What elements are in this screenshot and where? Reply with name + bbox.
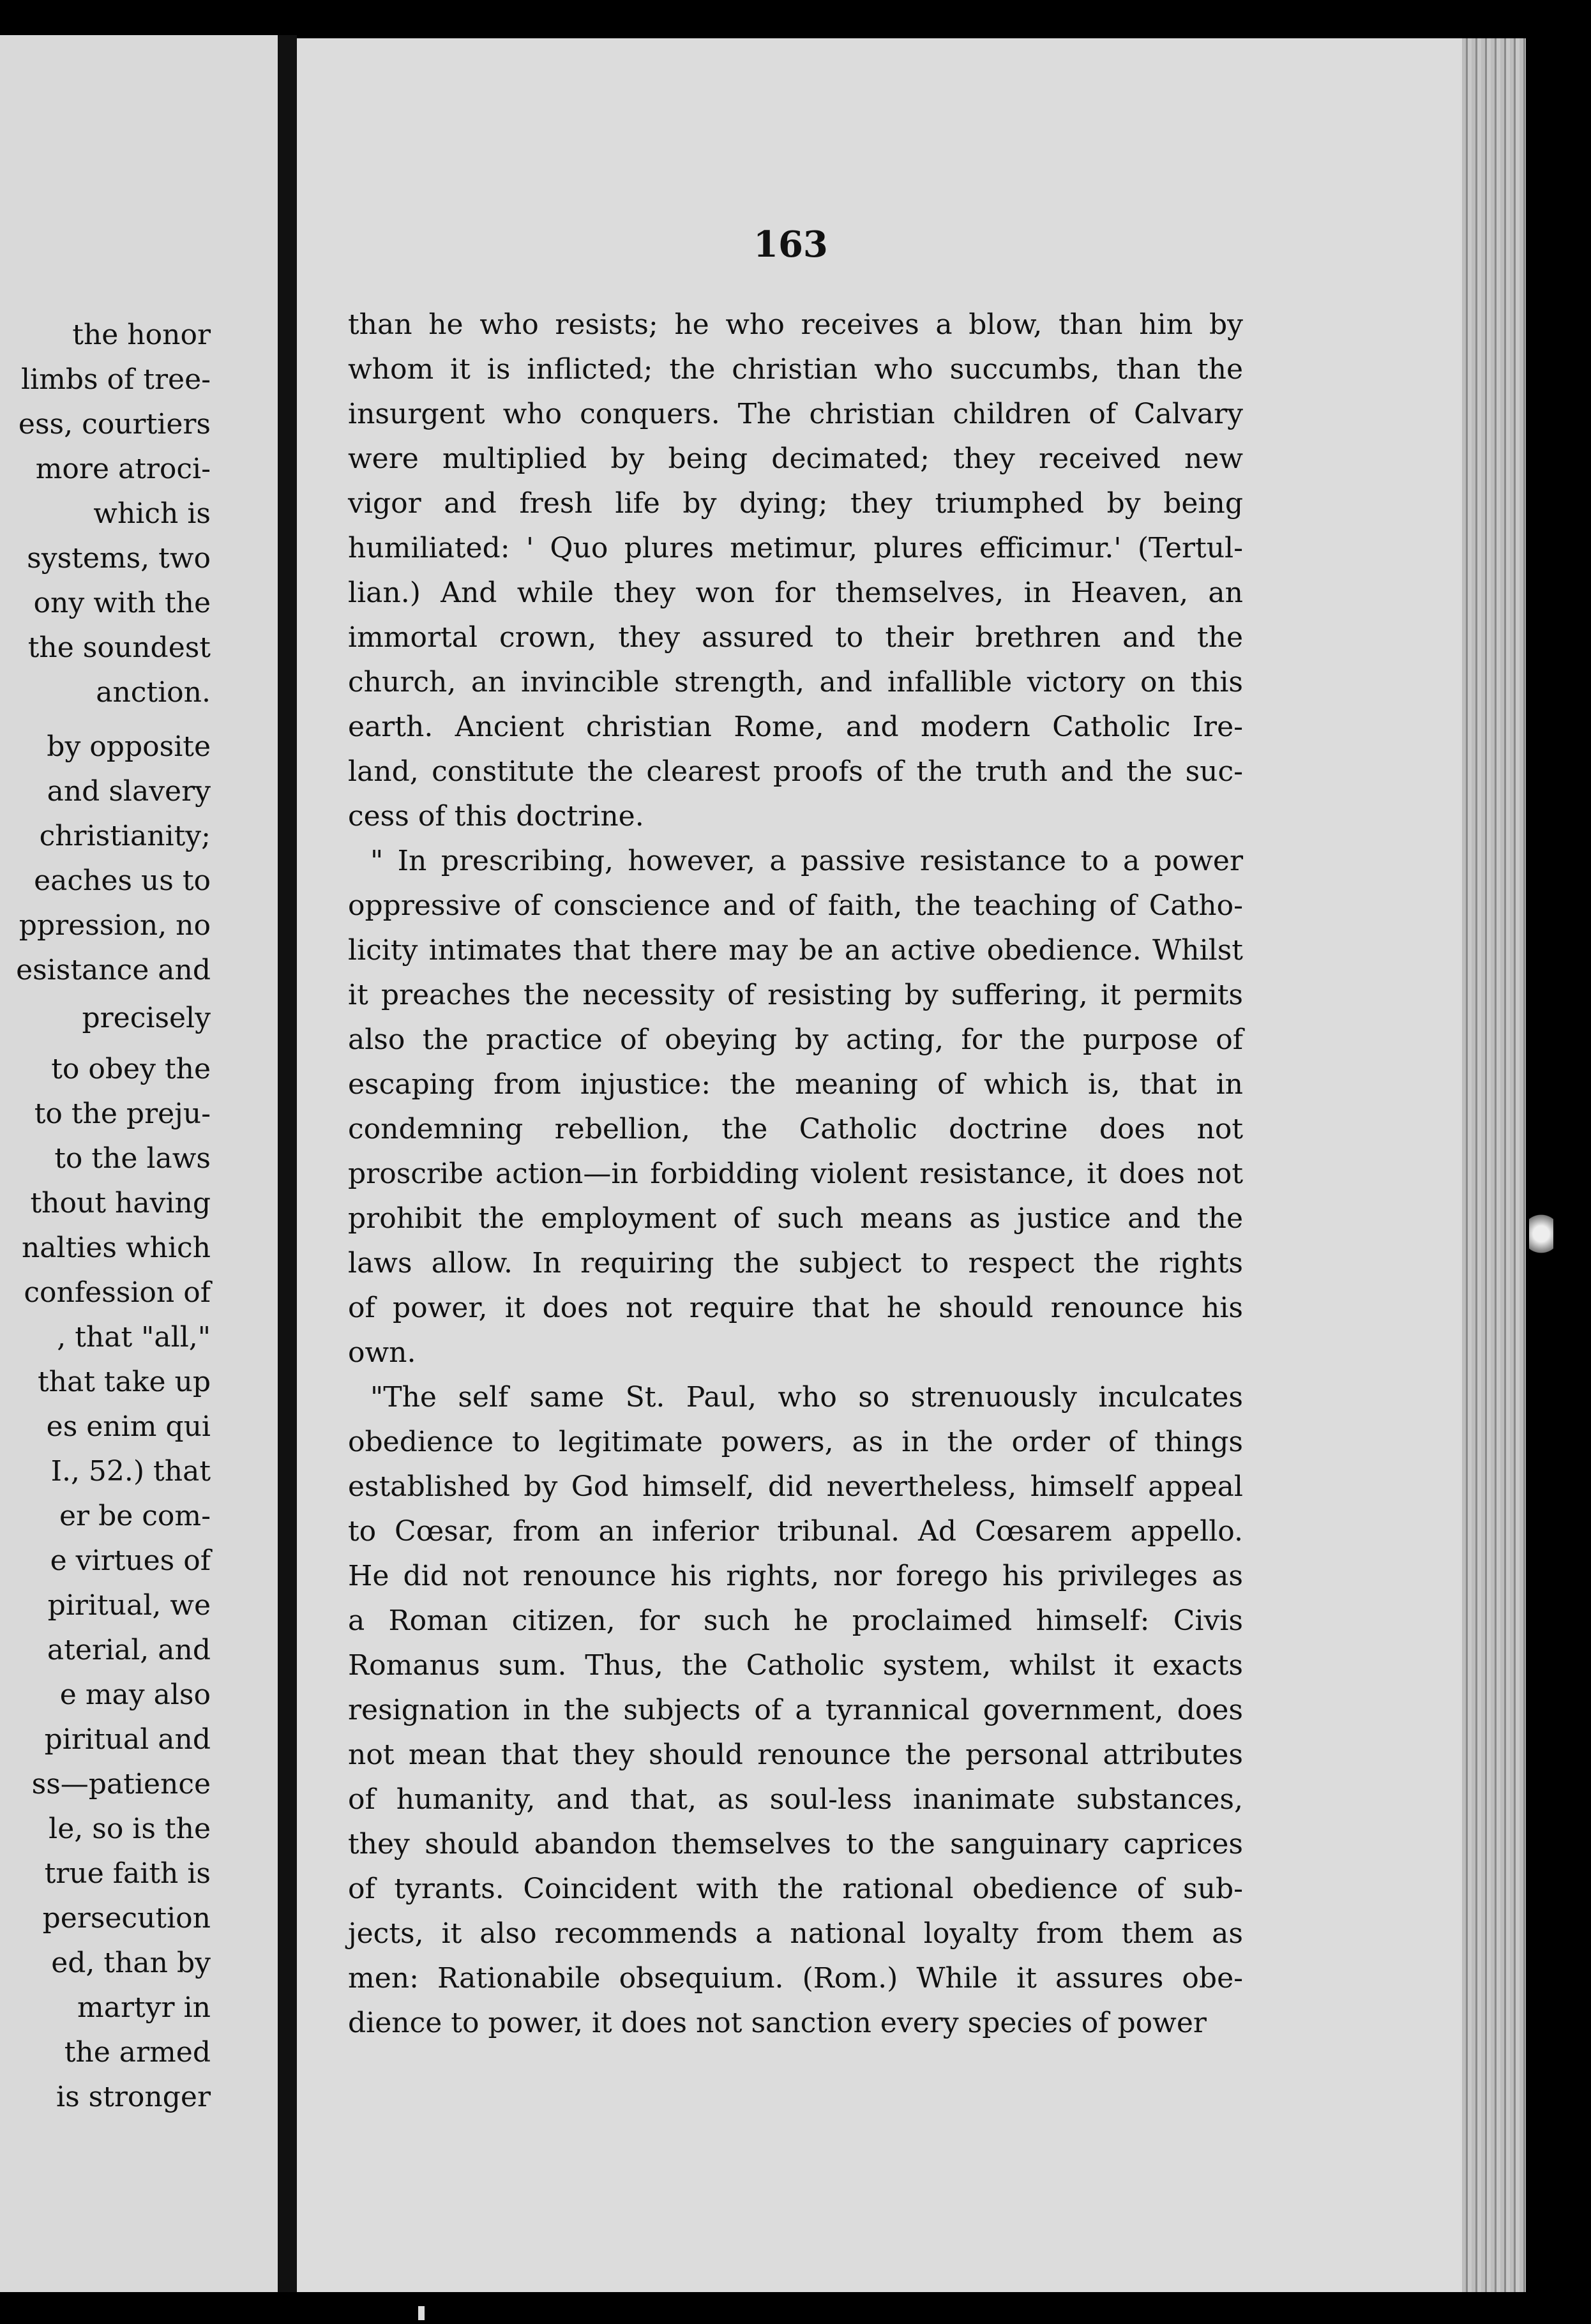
text-line: jects, it also recommends a national loyalty from them as (348, 1917, 1243, 1950)
left-margin-line: aterial, and (47, 1634, 211, 1666)
left-margin-line: the armed (64, 2036, 211, 2069)
left-margin-line: precisely (82, 1002, 211, 1034)
scan-mark (418, 2306, 425, 2320)
left-margin-line: confession of (24, 1276, 211, 1309)
text-line: earth. Ancient christian Rome, and modern Catholic Ire- (348, 711, 1243, 743)
left-margin-line: I., 52.) that (50, 1455, 211, 1488)
text-line: men: Rationabile obsequium. (Rom.) While it assures obe- (348, 1962, 1243, 1995)
left-margin-line: piritual and (44, 1723, 211, 1756)
text-line: oppressive of conscience and of faith, the teaching of Catho- (348, 889, 1243, 922)
text-line: not mean that they should renounce the personal attributes (348, 1739, 1243, 1771)
left-margin-line: to the preju- (34, 1098, 211, 1130)
left-margin-line: by opposite (47, 730, 211, 763)
text-line: than he who resists; he who receives a blow, than him by (348, 308, 1243, 341)
left-margin-line: more atroci- (35, 453, 211, 485)
text-line: prohibit the employment of such means as justice and the (348, 1202, 1243, 1235)
left-margin-line: ed, than by (51, 1947, 211, 1979)
left-margin-line: e may also (59, 1679, 211, 1711)
text-line: obedience to legitimate powers, as in the order of things (348, 1426, 1243, 1458)
text-line: they should abandon themselves to the sanguinary caprices (348, 1828, 1243, 1860)
text-line: cess of this doctrine. (348, 800, 644, 833)
text-line: Romanus sum. Thus, the Catholic system, whilst it exacts (348, 1649, 1243, 1682)
left-margin-line: thout having (30, 1187, 211, 1219)
left-margin-line: christianity; (39, 820, 211, 852)
left-margin-line: e virtues of (50, 1544, 211, 1577)
text-line: vigor and fresh life by dying; they triumphed by being (348, 487, 1243, 520)
left-margin-line: ess, courtiers (18, 408, 211, 441)
text-line: escaping from injustice: the meaning of which is, that in (348, 1068, 1243, 1101)
left-margin-line: and slavery (47, 775, 211, 808)
left-margin-line: ss—patience (31, 1768, 211, 1800)
left-margin-line: er be com- (59, 1500, 211, 1532)
text-line: He did not renounce his rights, nor forego his privileges as (348, 1560, 1243, 1592)
text-line: " In prescribing, however, a passive resistance to a power (370, 845, 1243, 877)
left-margin-line: limbs of tree- (20, 363, 211, 396)
text-line: laws allow. In requiring the subject to respect the rights (348, 1247, 1243, 1279)
left-margin-line: that take up (37, 1366, 211, 1398)
page-number: 163 (753, 223, 828, 266)
text-line: dience to power, it does not sanction every species of power (348, 2007, 1207, 2039)
page-edges (1462, 38, 1526, 2292)
left-margin-line: to the laws (54, 1142, 211, 1175)
text-line: of power, it does not require that he should renounce his (348, 1292, 1243, 1324)
text-line: resignation in the subjects of a tyrannical government, does (348, 1694, 1243, 1726)
text-line: land, constitute the clearest proofs of the truth and the suc- (348, 755, 1243, 788)
text-line: a Roman citizen, for such he proclaimed himself: Civis (348, 1604, 1243, 1637)
text-line: proscribe action—in forbidding violent resistance, it does not (348, 1158, 1243, 1190)
text-line: also the practice of obeying by acting, for the purpose of (348, 1023, 1243, 1056)
text-line: of tyrants. Coincident with the rational obedience of sub- (348, 1873, 1243, 1905)
left-margin-line: nalties which (21, 1232, 211, 1264)
left-margin-line: ony with the (33, 587, 211, 619)
text-line: "The self same St. Paul, who so strenuously inculcates (370, 1381, 1243, 1414)
left-margin-line: the soundest (27, 631, 211, 664)
text-line: were multiplied by being decimated; they received new (348, 442, 1243, 475)
text-line: established by God himself, did nevertheless, himself appeal (348, 1470, 1243, 1503)
left-margin-line: systems, two (27, 542, 211, 575)
left-margin-line: martyr in (77, 1991, 211, 2024)
text-line: licity intimates that there may be an active obedience. Whilst (348, 934, 1243, 967)
left-margin-line: es enim qui (46, 1410, 211, 1443)
left-page (0, 35, 278, 2292)
text-line: humiliated: ' Quo plures metimur, plures efficimur.' (Tertul- (348, 532, 1243, 564)
left-margin-line: ppression, no (19, 909, 211, 942)
text-line: church, an invincible strength, and infallible victory on this (348, 666, 1243, 698)
left-margin-line: true faith is (44, 1857, 211, 1890)
left-margin-line: , that "all," (57, 1321, 211, 1354)
text-line: condemning rebellion, the Catholic doctrine does not (348, 1113, 1243, 1145)
left-margin-line: anction. (96, 676, 211, 709)
text-line: immortal crown, they assured to their brethren and the (348, 621, 1243, 654)
text-line: it preaches the necessity of resisting by suffering, it permits (348, 979, 1243, 1011)
book-gutter (278, 35, 297, 2292)
left-margin-line: le, so is the (49, 1813, 211, 1845)
left-margin-line: esistance and (16, 954, 211, 986)
text-line: insurgent who conquers. The christian children of Calvary (348, 398, 1243, 430)
left-margin-line: eaches us to (34, 864, 211, 897)
text-line: lian.) And while they won for themselves, in Heaven, an (348, 577, 1243, 609)
text-line: own. (348, 1336, 416, 1369)
text-line: of humanity, and that, as soul-less inanimate substances, (348, 1783, 1243, 1816)
scan-speck (1529, 1210, 1553, 1258)
left-margin-line: persecution (42, 1902, 211, 1935)
left-margin-line: to obey the (51, 1053, 211, 1085)
text-line: whom it is inflicted; the christian who succumbs, than the (348, 353, 1243, 386)
left-margin-line: piritual, we (47, 1589, 211, 1622)
left-margin-line: is stronger (56, 2081, 211, 2113)
text-line: to Cœsar, from an inferior tribunal. Ad Cœsarem appello. (348, 1515, 1243, 1548)
left-margin-line: the honor (72, 319, 211, 351)
left-margin-line: which is (93, 497, 211, 530)
